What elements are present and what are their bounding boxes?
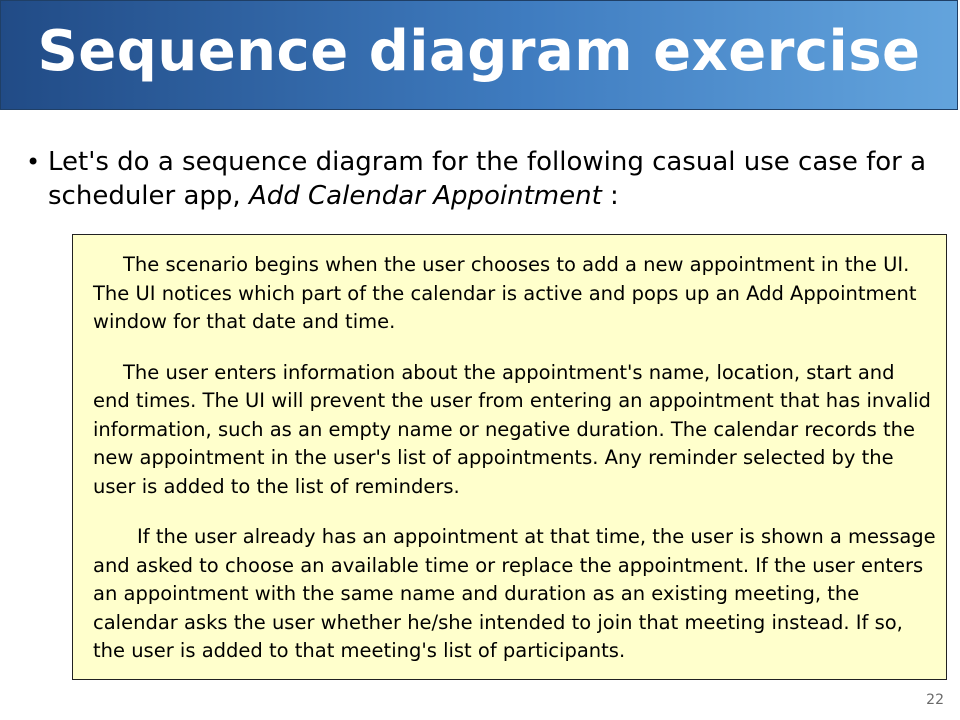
bullet-icon: • — [26, 148, 41, 176]
slide-title: Sequence diagram exercise — [37, 18, 921, 84]
bullet-text — [48, 145, 946, 213]
use-case-name: Add Calendar Appointment — [248, 181, 602, 211]
page-number: 22 — [926, 692, 944, 708]
scenario-paragraph: The scenario begins when the user chooses to add a new appointment in the UI. The UI notices which part of the calendar is active and pops up an Add Appointment window for that date and time. — [93, 253, 917, 333]
title-bar — [0, 0, 958, 110]
bullet-point — [26, 145, 946, 213]
scenario-paragraph: If the user already has an appointment at that time, the user is shown a message and asked to choose an available time or replace the appointment. If the user enters an appointment with the same name and duration as an existing meeting, the calendar asks the user whether he/she intended to join that meeting instead. If so, the user is added to that meeting's list of participants. — [93, 525, 936, 662]
use-case-scenario-box — [72, 234, 947, 680]
bullet-text-trail: : — [601, 181, 619, 211]
bullet-text-lead: Let's do a sequence diagram for the following casual use case for a scheduler app, — [48, 147, 927, 211]
scenario-paragraph: The user enters information about the appointment's name, location, start and end times. The UI will prevent the user from entering an appointment that has invalid information, such as an empty name or negative duration. The calendar records the new appointment in the user's list of appointments. Any reminder selected by the user is added to the list of reminders. — [93, 360, 931, 498]
